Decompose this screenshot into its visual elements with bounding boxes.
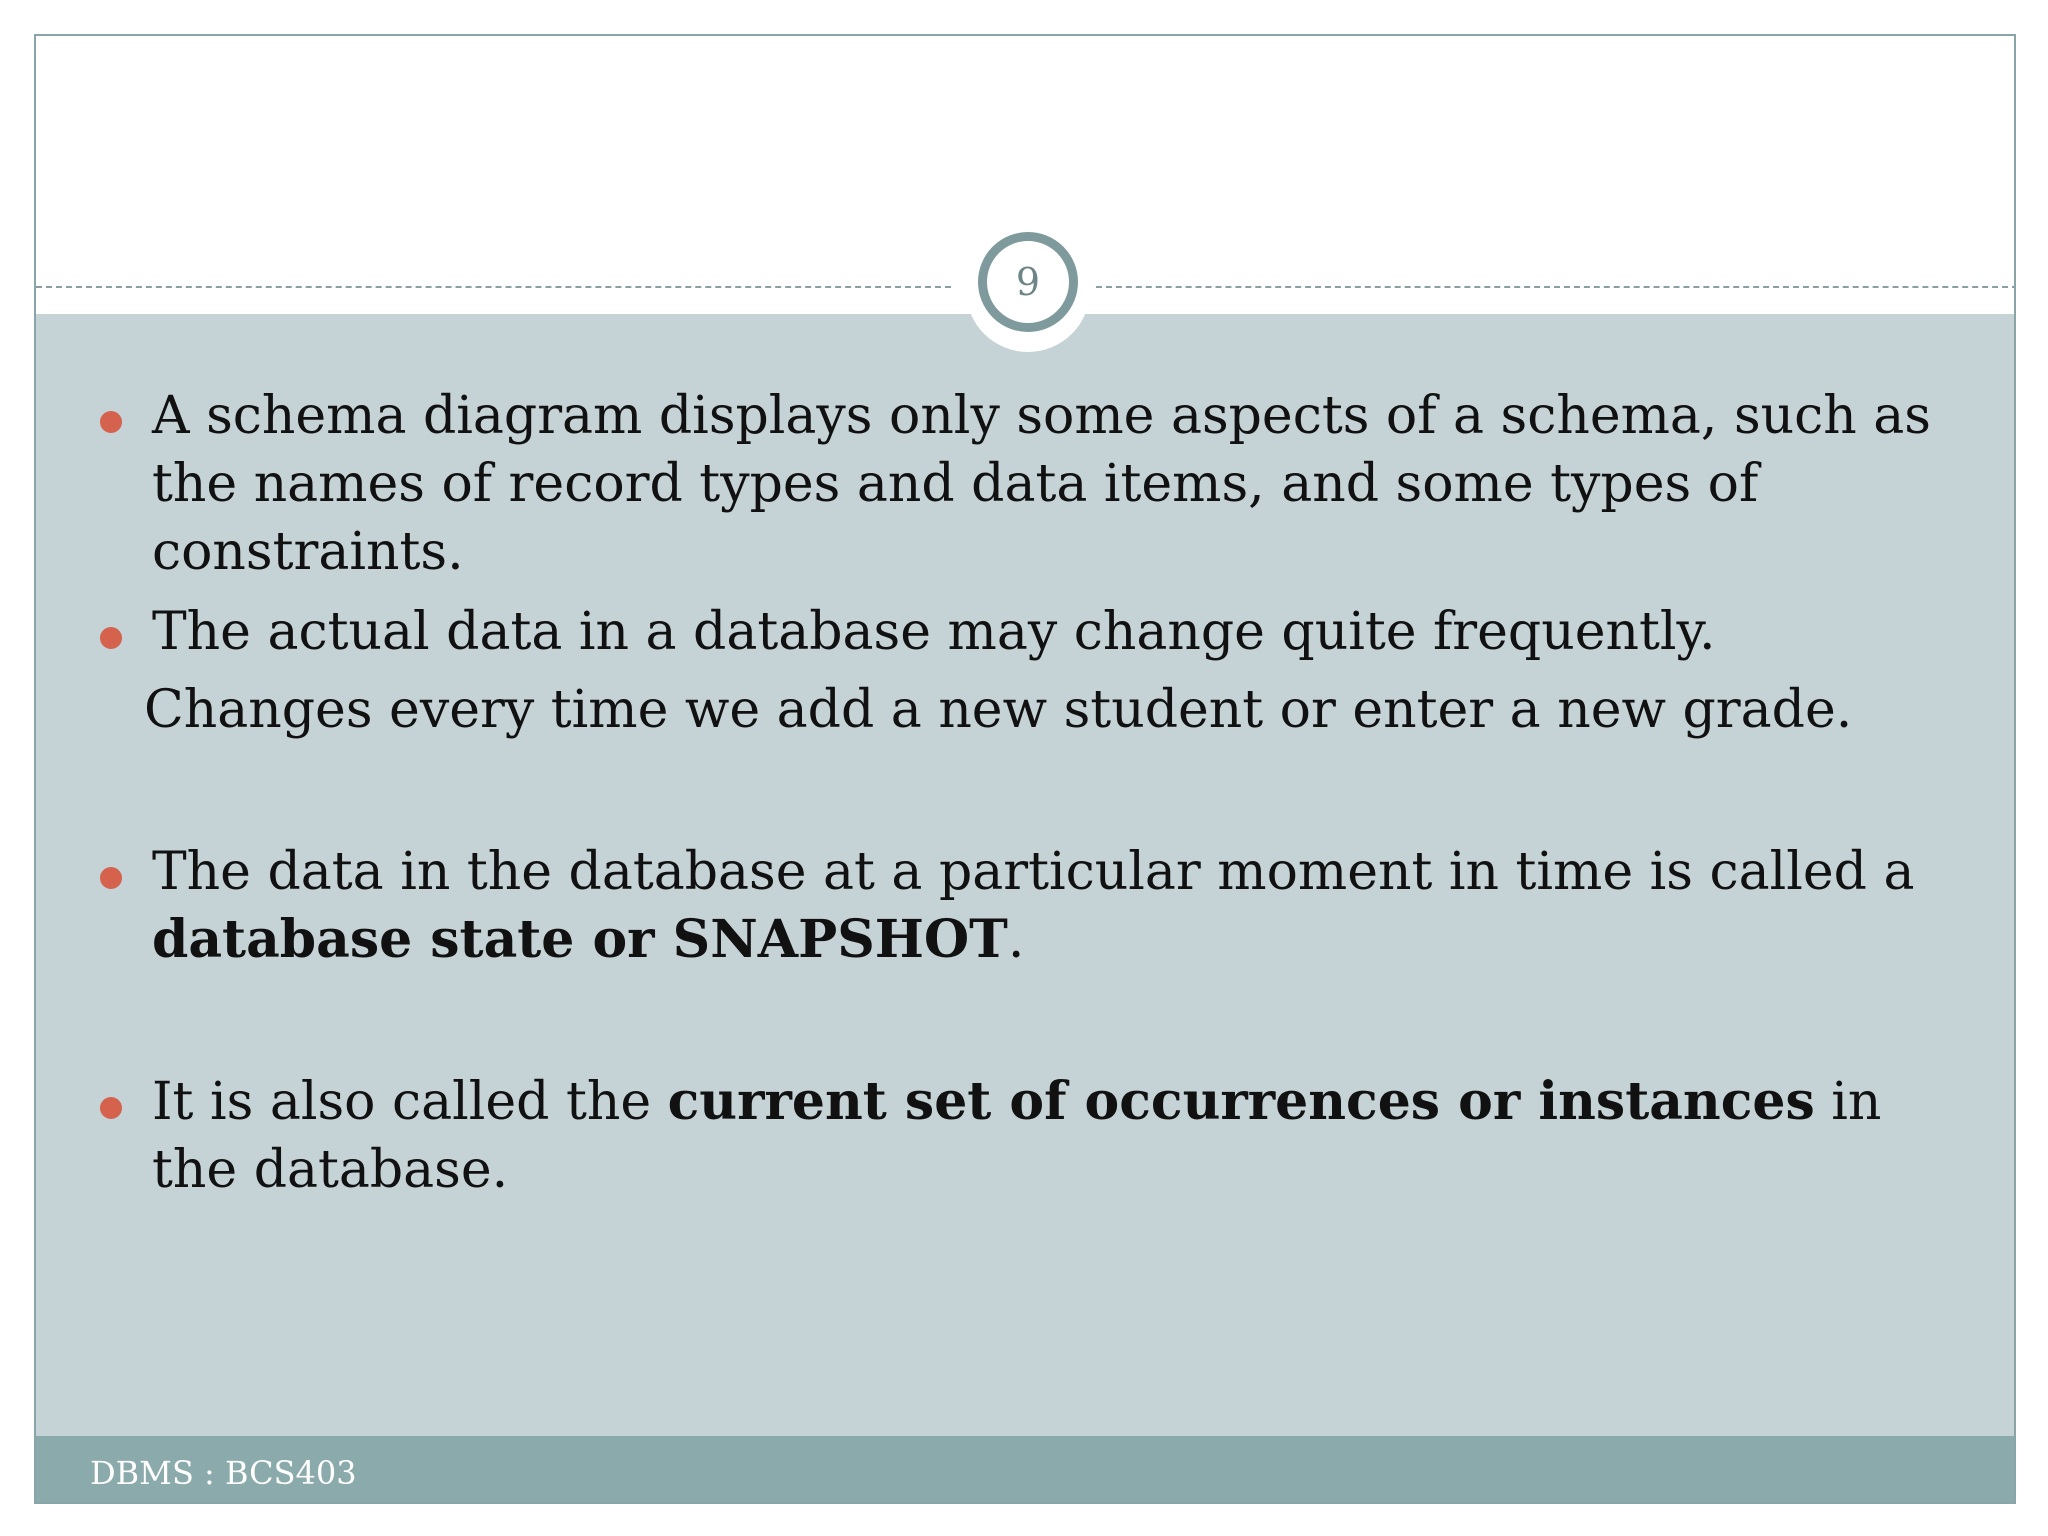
bullet-item-3 (152, 838, 1982, 974)
bullet-item-4 (152, 1068, 1982, 1204)
bullet-text: The data in the database at a particular moment in time is called a (152, 842, 1915, 902)
bullet-text-after: . (1007, 910, 1025, 970)
slide-number-badge (978, 232, 1078, 332)
bullet-dot-icon (100, 411, 122, 433)
bullet-text: A schema diagram displays only some aspects of a schema, such as the names of record types and data items, and some types of constraints. (152, 386, 1931, 582)
header-divider-right (1096, 286, 2016, 288)
bullet-subtext (144, 676, 1974, 744)
footer-course-label: DBMS : BCS403 (90, 1454, 357, 1492)
bullet-text: The actual data in a database may change quite frequently. (152, 602, 1716, 662)
bullet-dot-icon (100, 627, 122, 649)
bullet-dot-icon (100, 867, 122, 889)
bullet-dot-icon (100, 1097, 122, 1119)
header-divider-left (36, 286, 951, 288)
bullet-item-2 (152, 598, 1982, 666)
bullet-item-1 (152, 382, 1982, 586)
bullet-bold-term: database state or SNAPSHOT (152, 909, 1008, 970)
bullet-text-after: in the database. (152, 1072, 1882, 1200)
slide-number: 9 (1015, 260, 1041, 304)
bullet-subtext-content: Changes every time we add a new student or enter a new grade. (144, 680, 1853, 740)
slide-footer (36, 1436, 2014, 1504)
bullet-bold-term: current set of occurrences or instances (667, 1071, 1815, 1132)
bullet-text: It is also called the (152, 1072, 668, 1132)
slide (34, 34, 2016, 1504)
